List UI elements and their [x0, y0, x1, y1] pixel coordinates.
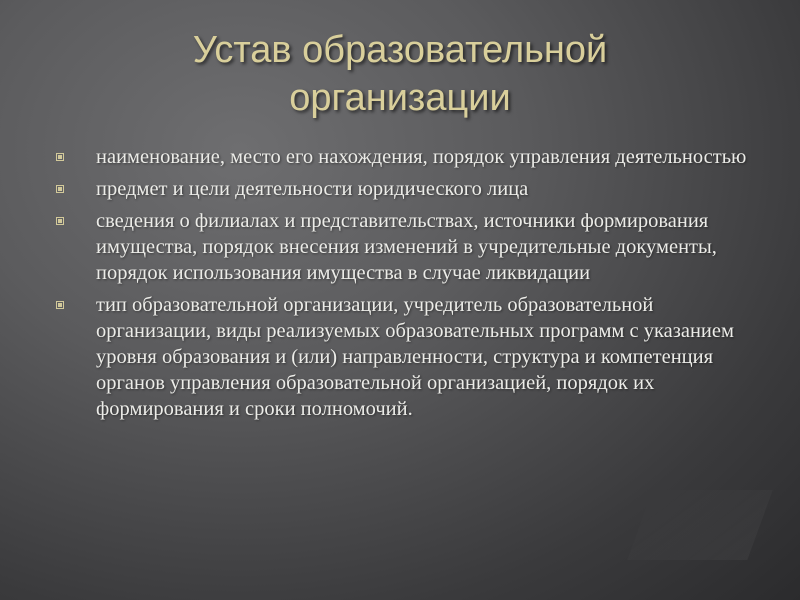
square-bullet-icon — [56, 185, 64, 193]
bullet-text: предмет и цели деятельности юридического лица — [96, 178, 529, 200]
square-bullet-icon — [56, 301, 64, 309]
bullet-item — [56, 176, 756, 202]
bullet-text: тип образовательной организации, учредитель образовательной организации, виды реализуемых образовательных программ с указанием уровня образования и (или) направленности, структура и компетенция органов управления образовательной организацией, порядок их формирования и сроки полномочий. — [96, 294, 734, 420]
decorative-shape — [627, 490, 772, 560]
bullet-list — [56, 144, 756, 428]
bullet-text: сведения о филиалах и представительствах, источники формирования имущества, порядок внесения изменений в учредительные документы, порядок использования имущества в случае ликвидации — [96, 210, 717, 284]
square-bullet-icon — [56, 217, 64, 225]
bullet-item — [56, 292, 756, 422]
bullet-text: наименование, место его нахождения, порядок управления деятельностью — [96, 146, 747, 168]
slide-title: Устав образовательной организации — [192, 29, 608, 119]
square-bullet-icon — [56, 153, 64, 161]
bullet-item — [56, 208, 756, 286]
bullet-item — [56, 144, 756, 170]
